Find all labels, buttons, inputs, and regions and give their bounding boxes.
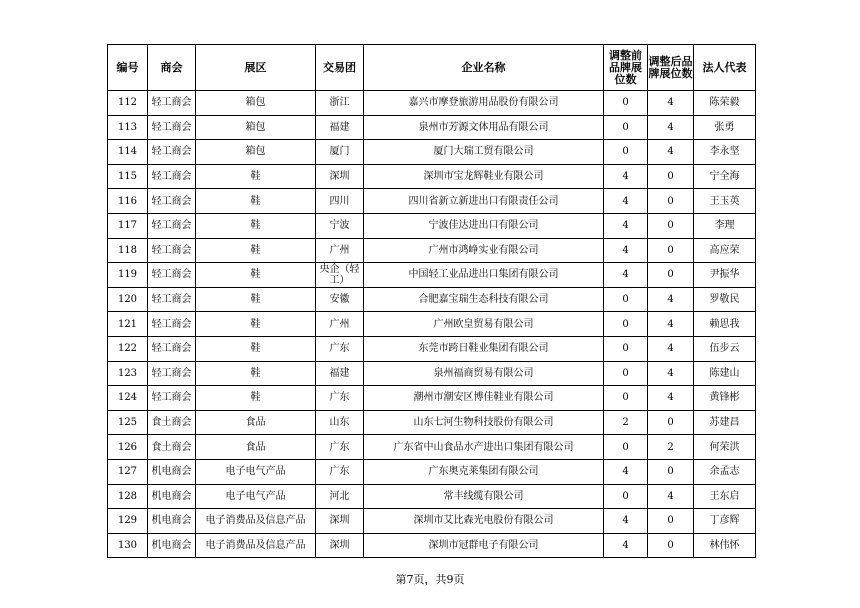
cell-chamber: 轻工商会 <box>148 361 196 386</box>
cell-legal-rep: 李永坚 <box>694 140 756 165</box>
cell-exhibit-zone: 箱包 <box>196 140 316 165</box>
cell-trade-group: 山东 <box>316 410 364 435</box>
cell-exhibit-zone: 鞋 <box>196 312 316 337</box>
cell-chamber: 轻工商会 <box>148 263 196 288</box>
cell-legal-rep: 陈荣毅 <box>694 91 756 116</box>
cell-trade-group: 广州 <box>316 312 364 337</box>
table-row <box>108 263 756 288</box>
header-booths-after: 调整后品牌展位数 <box>648 45 694 91</box>
cell-booths-before: 0 <box>604 115 648 140</box>
cell-booths-before: 4 <box>604 509 648 534</box>
cell-booths-after: 4 <box>648 140 694 165</box>
cell-id: 126 <box>108 435 148 460</box>
cell-company-name: 深圳市艾比森光电股份有限公司 <box>364 509 604 534</box>
header-trade-group: 交易团 <box>316 45 364 91</box>
cell-chamber: 轻工商会 <box>148 189 196 214</box>
cell-booths-after: 0 <box>648 189 694 214</box>
cell-booths-after: 4 <box>648 115 694 140</box>
cell-company-name: 东莞市跨日鞋业集团有限公司 <box>364 336 604 361</box>
cell-exhibit-zone: 鞋 <box>196 263 316 288</box>
cell-company-name: 中国轻工业品进出口集团有限公司 <box>364 263 604 288</box>
cell-trade-group: 广东 <box>316 459 364 484</box>
cell-exhibit-zone: 鞋 <box>196 164 316 189</box>
cell-id: 127 <box>108 459 148 484</box>
cell-booths-after: 0 <box>648 164 694 189</box>
cell-id: 130 <box>108 533 148 558</box>
cell-chamber: 机电商会 <box>148 459 196 484</box>
cell-exhibit-zone: 食品 <box>196 435 316 460</box>
header-booths-before: 调整前品牌展位数 <box>604 45 648 91</box>
cell-trade-group: 广东 <box>316 386 364 411</box>
cell-id: 115 <box>108 164 148 189</box>
cell-booths-after: 0 <box>648 509 694 534</box>
cell-legal-rep: 罗敬民 <box>694 287 756 312</box>
table-row <box>108 189 756 214</box>
cell-exhibit-zone: 鞋 <box>196 189 316 214</box>
header-chamber: 商会 <box>148 45 196 91</box>
cell-legal-rep: 李理 <box>694 213 756 238</box>
cell-legal-rep: 何荣洪 <box>694 435 756 460</box>
table-row <box>108 312 756 337</box>
cell-booths-before: 4 <box>604 213 648 238</box>
cell-id: 122 <box>108 336 148 361</box>
cell-exhibit-zone: 食品 <box>196 410 316 435</box>
cell-company-name: 常丰线缆有限公司 <box>364 484 604 509</box>
cell-company-name: 合肥嘉宝瑞生态科技有限公司 <box>364 287 604 312</box>
table-row <box>108 361 756 386</box>
table-row <box>108 484 756 509</box>
cell-booths-after: 0 <box>648 263 694 288</box>
cell-booths-after: 4 <box>648 336 694 361</box>
table-row <box>108 140 756 165</box>
cell-exhibit-zone: 电子消费品及信息产品 <box>196 533 316 558</box>
cell-booths-before: 0 <box>604 361 648 386</box>
cell-chamber: 机电商会 <box>148 533 196 558</box>
cell-company-name: 广州欧皇贸易有限公司 <box>364 312 604 337</box>
cell-booths-after: 0 <box>648 213 694 238</box>
cell-chamber: 轻工商会 <box>148 213 196 238</box>
cell-id: 128 <box>108 484 148 509</box>
data-table <box>107 44 756 558</box>
cell-booths-after: 0 <box>648 533 694 558</box>
cell-chamber: 轻工商会 <box>148 238 196 263</box>
table-row <box>108 336 756 361</box>
cell-company-name: 泉州福商贸易有限公司 <box>364 361 604 386</box>
cell-id: 114 <box>108 140 148 165</box>
page-number: 第7页，共9页 <box>395 573 465 586</box>
cell-trade-group: 河北 <box>316 484 364 509</box>
header-id: 编号 <box>108 45 148 91</box>
cell-company-name: 四川省新立新进出口有限责任公司 <box>364 189 604 214</box>
cell-chamber: 机电商会 <box>148 484 196 509</box>
table-row <box>108 115 756 140</box>
cell-chamber: 食土商会 <box>148 435 196 460</box>
cell-id: 123 <box>108 361 148 386</box>
cell-exhibit-zone: 鞋 <box>196 361 316 386</box>
cell-chamber: 轻工商会 <box>148 386 196 411</box>
cell-booths-before: 0 <box>604 435 648 460</box>
table-row <box>108 533 756 558</box>
cell-id: 117 <box>108 213 148 238</box>
cell-legal-rep: 苏建昌 <box>694 410 756 435</box>
cell-chamber: 机电商会 <box>148 509 196 534</box>
cell-company-name: 厦门大瑞工贸有限公司 <box>364 140 604 165</box>
cell-legal-rep: 高应荣 <box>694 238 756 263</box>
header-legal-rep: 法人代表 <box>694 45 756 91</box>
cell-booths-after: 4 <box>648 484 694 509</box>
cell-id: 112 <box>108 91 148 116</box>
table-row <box>108 164 756 189</box>
table-row <box>108 459 756 484</box>
cell-chamber: 轻工商会 <box>148 336 196 361</box>
cell-id: 120 <box>108 287 148 312</box>
table-row <box>108 238 756 263</box>
cell-trade-group: 福建 <box>316 361 364 386</box>
cell-booths-after: 4 <box>648 386 694 411</box>
table-row <box>108 435 756 460</box>
cell-legal-rep: 赖思我 <box>694 312 756 337</box>
cell-booths-before: 4 <box>604 263 648 288</box>
cell-chamber: 轻工商会 <box>148 115 196 140</box>
cell-booths-before: 0 <box>604 336 648 361</box>
cell-booths-before: 0 <box>604 484 648 509</box>
cell-exhibit-zone: 电子电气产品 <box>196 484 316 509</box>
cell-legal-rep: 丁彦辉 <box>694 509 756 534</box>
cell-legal-rep: 林伟怀 <box>694 533 756 558</box>
cell-company-name: 广州市鸿峥实业有限公司 <box>364 238 604 263</box>
cell-trade-group: 广东 <box>316 336 364 361</box>
cell-chamber: 轻工商会 <box>148 164 196 189</box>
cell-chamber: 轻工商会 <box>148 140 196 165</box>
cell-booths-after: 0 <box>648 410 694 435</box>
cell-booths-before: 2 <box>604 410 648 435</box>
cell-exhibit-zone: 箱包 <box>196 115 316 140</box>
cell-id: 113 <box>108 115 148 140</box>
cell-id: 129 <box>108 509 148 534</box>
cell-booths-before: 4 <box>604 238 648 263</box>
table-row <box>108 213 756 238</box>
cell-booths-before: 0 <box>604 287 648 312</box>
cell-booths-after: 4 <box>648 287 694 312</box>
cell-booths-after: 0 <box>648 459 694 484</box>
cell-trade-group: 福建 <box>316 115 364 140</box>
cell-legal-rep: 张勇 <box>694 115 756 140</box>
cell-company-name: 广东省中山食品水产进出口集团有限公司 <box>364 435 604 460</box>
cell-company-name: 广东奥克莱集团有限公司 <box>364 459 604 484</box>
cell-id: 121 <box>108 312 148 337</box>
cell-trade-group: 深圳 <box>316 533 364 558</box>
cell-trade-group: 央企（轻工） <box>316 263 364 288</box>
cell-trade-group: 广州 <box>316 238 364 263</box>
cell-trade-group: 四川 <box>316 189 364 214</box>
cell-exhibit-zone: 电子电气产品 <box>196 459 316 484</box>
cell-exhibit-zone: 箱包 <box>196 91 316 116</box>
cell-booths-after: 4 <box>648 312 694 337</box>
cell-legal-rep: 余孟志 <box>694 459 756 484</box>
cell-trade-group: 浙江 <box>316 91 364 116</box>
cell-id: 119 <box>108 263 148 288</box>
cell-chamber: 食土商会 <box>148 410 196 435</box>
cell-booths-before: 0 <box>604 312 648 337</box>
cell-legal-rep: 伍步云 <box>694 336 756 361</box>
cell-exhibit-zone: 鞋 <box>196 287 316 312</box>
cell-trade-group: 宁波 <box>316 213 364 238</box>
cell-id: 124 <box>108 386 148 411</box>
cell-trade-group: 深圳 <box>316 509 364 534</box>
cell-booths-before: 0 <box>604 91 648 116</box>
cell-exhibit-zone: 电子消费品及信息产品 <box>196 509 316 534</box>
cell-company-name: 潮州市潮安区博佳鞋业有限公司 <box>364 386 604 411</box>
cell-booths-after: 2 <box>648 435 694 460</box>
cell-chamber: 轻工商会 <box>148 312 196 337</box>
cell-company-name: 深圳市冠群电子有限公司 <box>364 533 604 558</box>
cell-company-name: 泉州市芳源文体用品有限公司 <box>364 115 604 140</box>
table-row <box>108 509 756 534</box>
table-row <box>108 91 756 116</box>
cell-legal-rep: 王玉英 <box>694 189 756 214</box>
cell-company-name: 深圳市宝龙辉鞋业有限公司 <box>364 164 604 189</box>
cell-legal-rep: 陈建山 <box>694 361 756 386</box>
cell-legal-rep: 尹振华 <box>694 263 756 288</box>
cell-booths-before: 4 <box>604 459 648 484</box>
cell-booths-before: 0 <box>604 386 648 411</box>
cell-booths-after: 4 <box>648 361 694 386</box>
cell-exhibit-zone: 鞋 <box>196 386 316 411</box>
cell-booths-before: 4 <box>604 189 648 214</box>
cell-booths-before: 0 <box>604 140 648 165</box>
cell-booths-after: 4 <box>648 91 694 116</box>
cell-id: 118 <box>108 238 148 263</box>
cell-chamber: 轻工商会 <box>148 91 196 116</box>
cell-legal-rep: 王东启 <box>694 484 756 509</box>
cell-id: 125 <box>108 410 148 435</box>
cell-chamber: 轻工商会 <box>148 287 196 312</box>
cell-exhibit-zone: 鞋 <box>196 213 316 238</box>
cell-trade-group: 安徽 <box>316 287 364 312</box>
cell-booths-after: 0 <box>648 238 694 263</box>
cell-legal-rep: 宁全海 <box>694 164 756 189</box>
table-row <box>108 386 756 411</box>
cell-exhibit-zone: 鞋 <box>196 336 316 361</box>
table-row <box>108 410 756 435</box>
cell-company-name: 嘉兴市摩登旅游用品股份有限公司 <box>364 91 604 116</box>
table-row <box>108 287 756 312</box>
cell-trade-group: 深圳 <box>316 164 364 189</box>
table-header-row <box>108 45 756 91</box>
cell-booths-before: 4 <box>604 533 648 558</box>
cell-trade-group: 厦门 <box>316 140 364 165</box>
cell-trade-group: 广东 <box>316 435 364 460</box>
cell-id: 116 <box>108 189 148 214</box>
cell-company-name: 宁波佳达进出口有限公司 <box>364 213 604 238</box>
cell-company-name: 山东七河生物科技股份有限公司 <box>364 410 604 435</box>
header-exhibit-zone: 展区 <box>196 45 316 91</box>
cell-booths-before: 4 <box>604 164 648 189</box>
header-company-name: 企业名称 <box>364 45 604 91</box>
cell-legal-rep: 黄锋彬 <box>694 386 756 411</box>
cell-exhibit-zone: 鞋 <box>196 238 316 263</box>
